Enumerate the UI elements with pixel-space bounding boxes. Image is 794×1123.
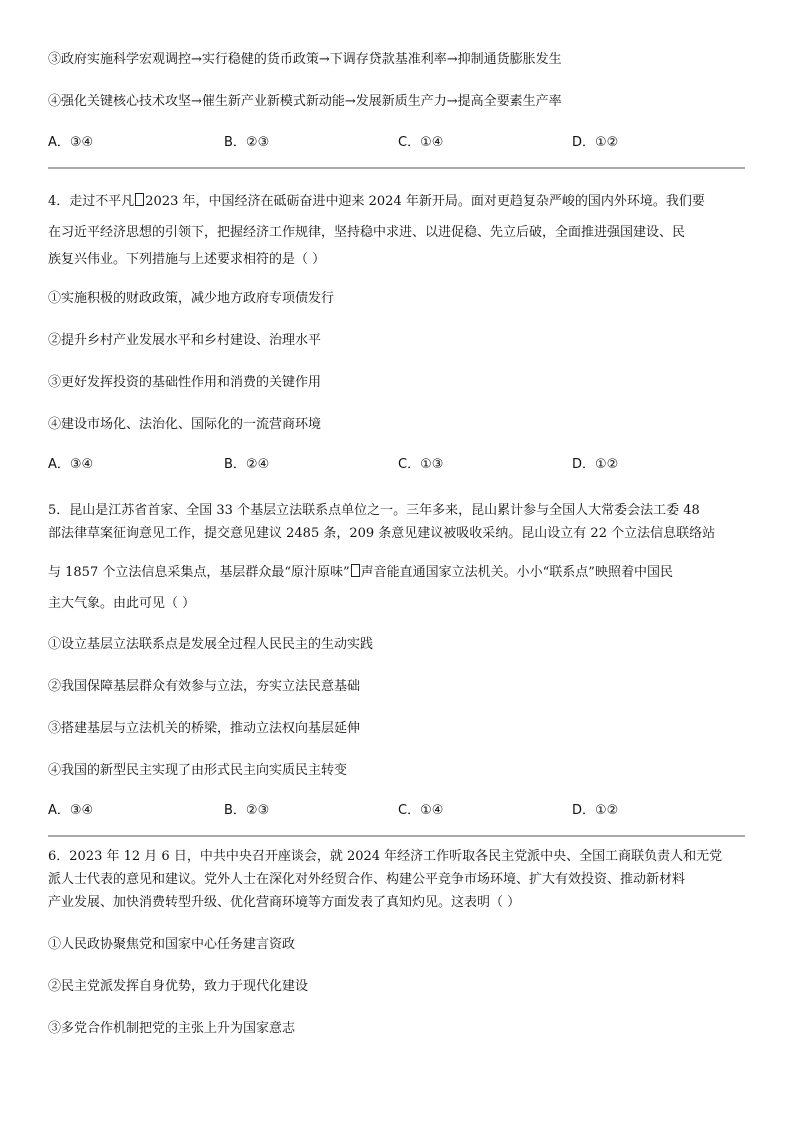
q5-option-a[interactable]: A．③④ (48, 803, 94, 818)
q5-stem-line-3-end: 声音能直通国家立法机关。小小“联系点”映照着中国民 (360, 565, 673, 580)
q3-statement-3: ③政府实施科学宏观调控→实行稳健的货币政策→下调存贷款基准利率→抑制通货膨胀发生 (48, 52, 562, 67)
q4-stem-line-3: 族复兴伟业。下列措施与上述要求相符的是（ ） (48, 252, 326, 267)
q6-statement-2: ②民主党派发挥自身优势，致力于现代化建设 (48, 979, 309, 994)
q3-statement-4: ④强化关键核心技术攻坚→催生新产业新模式新动能→发展新质生产力→提高全要素生产率 (48, 94, 562, 109)
question-divider (48, 167, 745, 169)
q5-stem-line-1: 5．昆山是江苏省首家、全国 33 个基层立法联系点单位之一。三年多来，昆山累计参与全国人大常委会法工委 48 (48, 503, 700, 518)
q4-stem-line-1-end: 2023 年，中国经济在砥砺奋进中迎来 2024 年新开局。面对更趋复杂严峻的国内外环境。我们要 (145, 194, 705, 209)
q4-statement-4: ④建设市场化、法治化、国际化的一流营商环境 (48, 417, 322, 432)
question-divider (48, 835, 745, 837)
q4-stem-line-2: 在习近平经济思想的引领下，把握经济工作规律，坚持稳中求进、以进促稳、先立后破，全面推进强国建设、民 (48, 225, 686, 240)
q6-statement-1: ①人民政协聚焦党和国家中心任务建言资政 (48, 937, 296, 952)
q5-statement-2: ②我国保障基层群众有效参与立法，夯实立法民意基础 (48, 679, 361, 694)
q4-statement-1: ①实施积极的财政政策，减少地方政府专项债发行 (48, 291, 335, 306)
q4-statement-3: ③更好发挥投资的基础性作用和消费的关键作用 (48, 375, 322, 390)
missing-glyph-icon (135, 193, 144, 206)
q5-stem-line-2: 部法律草案征询意见工作，提交意见建议 2485 条，209 条意见建议被吸收采纳。昆山设立有 22 个立法信息联络站 (48, 526, 716, 541)
q3-option-c[interactable]: C．①④ (398, 135, 444, 150)
q3-option-a[interactable]: A．③④ (48, 135, 94, 150)
q4-option-b[interactable]: B．②④ (224, 457, 270, 472)
q5-statement-3: ③搭建基层与立法机关的桥梁，推动立法权向基层延伸 (48, 721, 361, 736)
q5-stem-line-3-start: 与 1857 个立法信息采集点，基层群众最“原汁原味” (48, 565, 350, 580)
q6-stem-line-3: 产业发展、加快消费转型升级、优化营商环境等方面发表了真知灼见。这表明（ ） (48, 895, 521, 910)
q5-option-b[interactable]: B．②③ (224, 803, 270, 818)
q4-stem-line-1 (48, 193, 705, 211)
q5-statement-1: ①设立基层立法联系点是发展全过程人民民主的生动实践 (48, 637, 374, 652)
q6-statement-3: ③多党合作机制把党的主张上升为国家意志 (48, 1021, 296, 1036)
q6-stem-line-2: 派人士代表的意见和建议。党外人士在深化对外经贸合作、构建公平竞争市场环境、扩大有效投资、推动新材料 (48, 872, 686, 887)
q4-option-d[interactable]: D．①② (572, 457, 619, 472)
q5-statement-4: ④我国的新型民主实现了由形式民主向实质民主转变 (48, 763, 348, 778)
q5-stem-line-4: 主大气象。由此可见（ ） (48, 596, 196, 611)
q6-stem-line-1: 6．2023 年 12 月 6 日，中共中央召开座谈会，就 2024 年经济工作听取各民主党派中央、全国工商联负责人和无党 (48, 849, 723, 864)
missing-glyph-icon (351, 564, 360, 577)
q4-stem-line-1-start: 4．走过不平凡 (48, 194, 135, 209)
q5-option-c[interactable]: C．①④ (398, 803, 444, 818)
q5-option-d[interactable]: D．①② (572, 803, 619, 818)
q5-stem-line-3 (48, 564, 673, 582)
q4-option-c[interactable]: C．①③ (398, 457, 444, 472)
q3-option-d[interactable]: D．①② (572, 135, 619, 150)
q4-option-a[interactable]: A．③④ (48, 457, 94, 472)
q4-statement-2: ②提升乡村产业发展水平和乡村建设、治理水平 (48, 333, 322, 348)
q3-option-b[interactable]: B．②③ (224, 135, 270, 150)
